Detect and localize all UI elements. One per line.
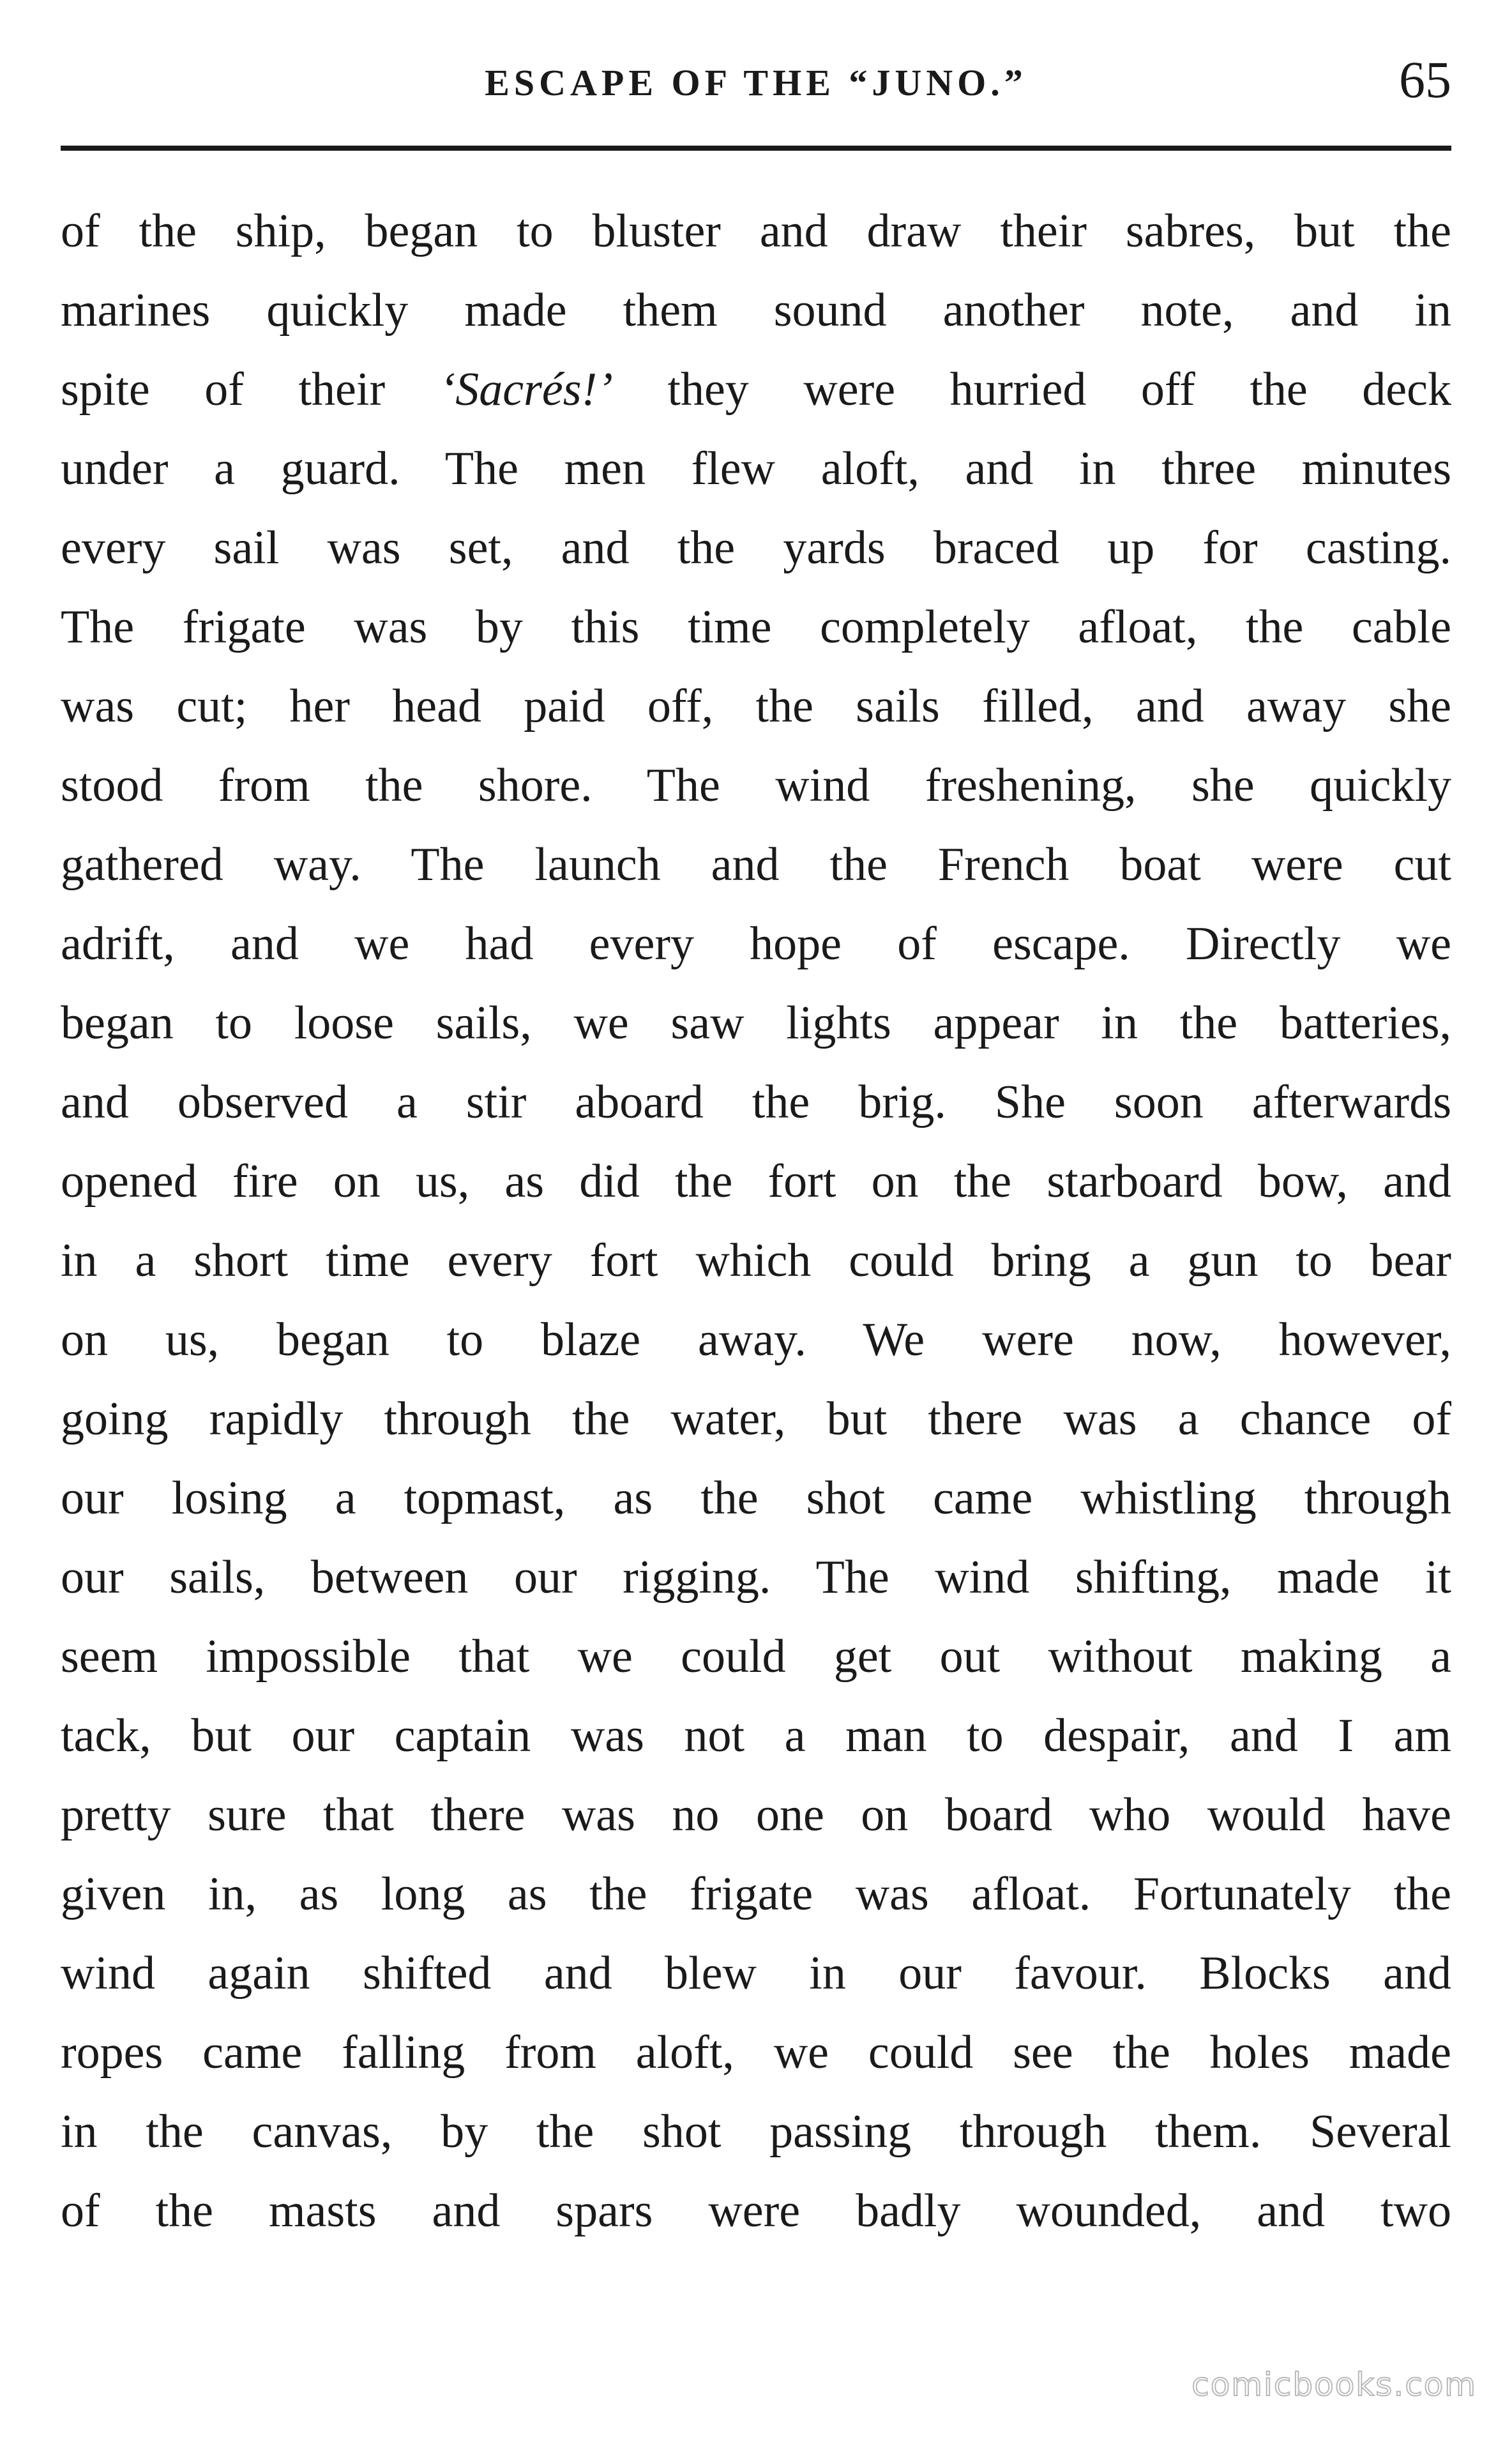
text-line: [61, 1934, 1451, 2013]
header-rule: [61, 146, 1451, 151]
body-text: [61, 192, 1451, 2251]
text-segment: gathered way. The launch and the French boat were cut: [61, 839, 1451, 891]
text-line: [61, 350, 1451, 429]
text-line: [61, 904, 1451, 983]
text-line: [61, 2171, 1451, 2251]
text-segment: in the canvas, by the shot passing through them. Several: [61, 2106, 1451, 2158]
text-line: [61, 746, 1451, 825]
text-segment: and observed a stir aboard the brig. She soon afterwards: [61, 1076, 1451, 1128]
text-segment: adrift, and we had every hope of escape. Directly we: [61, 918, 1451, 970]
text-segment: tack, but our captain was not a man to despair, and I am: [61, 1710, 1451, 1762]
text-line: [61, 192, 1451, 271]
text-segment: began to loose sails, we saw lights appear in the batteries,: [61, 997, 1451, 1049]
text-segment: pretty sure that there was no one on board who would have: [61, 1789, 1451, 1841]
text-line: [61, 1775, 1451, 1855]
text-line: [61, 1142, 1451, 1221]
text-line: [61, 508, 1451, 588]
text-line: [61, 2092, 1451, 2171]
running-head: [61, 50, 1451, 120]
text-segment: of the masts and spars were badly wounded, and two: [61, 2185, 1451, 2237]
watermark: comicbooks.com: [1191, 2366, 1477, 2403]
text-line: [61, 1855, 1451, 1934]
text-segment: seem impossible that we could get out without making a: [61, 1630, 1451, 1683]
text-line: [61, 1617, 1451, 1696]
text-segment: every sail was set, and the yards braced up for casting.: [61, 522, 1451, 574]
text-segment: stood from the shore. The wind freshening, she quickly: [61, 759, 1451, 812]
text-line: [61, 825, 1451, 904]
text-line: [61, 588, 1451, 667]
text-line: [61, 667, 1451, 746]
text-segment: marines quickly made them sound another note, and in: [61, 284, 1451, 337]
text-segment: The frigate was by this time completely afloat, the cable: [61, 601, 1451, 653]
text-line: [61, 983, 1451, 1063]
italic-phrase: ‘Sacrés!’: [439, 363, 613, 416]
text-segment: was cut; her head paid off, the sails filled, and away she: [61, 680, 1451, 733]
text-line: [61, 1063, 1451, 1142]
text-segment: on us, began to blaze away. We were now, however,: [61, 1314, 1451, 1366]
text-line: [61, 1221, 1451, 1300]
text-line: [61, 1379, 1451, 1459]
text-segment: under a guard. The men flew aloft, and in three minutes: [61, 443, 1451, 495]
text-line: [61, 429, 1451, 508]
text-line: [61, 271, 1451, 350]
text-segment: our losing a topmast, as the shot came whistling through: [61, 1472, 1451, 1524]
text-segment: going rapidly through the water, but there was a chance of: [61, 1393, 1451, 1445]
text-line: [61, 1300, 1451, 1379]
text-segment: spite of their: [61, 363, 440, 416]
text-segment: wind again shifted and blew in our favour. Blocks and: [61, 1947, 1451, 2000]
text-segment: opened fire on us, as did the fort on the starboard bow, and: [61, 1155, 1451, 1208]
running-title: ESCAPE OF THE “JUNO.”: [485, 62, 1027, 103]
text-segment: they were hurried off the deck: [612, 363, 1451, 416]
text-segment: of the ship, began to bluster and draw their sabres, but the: [61, 205, 1451, 257]
text-segment: given in, as long as the frigate was afloat. Fortunately the: [61, 1868, 1451, 1920]
text-line: [61, 1459, 1451, 1538]
page-number: 65: [1399, 50, 1451, 109]
text-line: [61, 1696, 1451, 1775]
text-line: [61, 2013, 1451, 2092]
text-segment: our sails, between our rigging. The wind shifting, made it: [61, 1551, 1451, 1604]
text-line: [61, 1538, 1451, 1617]
text-segment: in a short time every fort which could bring a gun to bear: [61, 1234, 1451, 1287]
text-segment: ropes came falling from aloft, we could see the holes made: [61, 2026, 1451, 2079]
